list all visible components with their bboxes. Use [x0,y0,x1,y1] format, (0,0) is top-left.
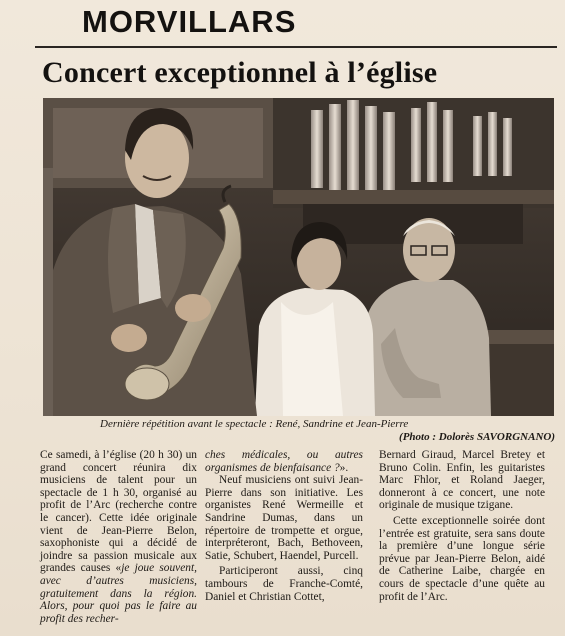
article-column-1 [40,449,197,625]
paragraph [40,449,197,625]
paragraph [205,449,363,474]
quote-end: ». [339,461,349,474]
section-rule [35,46,557,48]
paragraph: Participeront aussi, cinq tambours de Franche-Comté, Daniel et Christian Cottet, [205,565,363,603]
paragraph: Neuf musiciens ont suivi Jean-Pierre dans son initiative. Les organistes René Wermeille et Sandrine Dumas, dans un répertoire de trompette et orgue, interpréteront, Bach, Bethoveen, Satie, Schubert, Haendel, Purcell. [205,474,363,562]
quote-text: ches médicales, ou autres organismes de bienfaisance ? [205,449,363,474]
concert-photo [43,98,554,416]
headline: Concert exceptionnel à l’église [42,56,438,89]
article-column-3 [379,449,545,603]
paragraph: Bernard Giraud, Marcel Bretey et Bruno Colin. Enfin, les guitaristes Marc Fhlor, et Roland Jaeger, donneront à ce concert, une note originale de musique tzigane. [379,449,545,512]
section-title: MORVILLARS [82,4,297,39]
photo-credit: (Photo : Dolorès SAVORGNANO) [399,431,555,443]
photo-caption: Dernière répétition avant le spectacle : René, Sandrine et Jean-Pierre [100,418,409,430]
quote-text: je joue souvent, avec d’autres musiciens, gratuitement dans la région. Alors, pour quoi pas le faire au profit des recher- [40,562,197,625]
article-column-2 [205,449,363,603]
paragraph: Cette exceptionnelle soirée dont l’entrée est gratuite, sera sans doute la première d’une longue série prévue par Jean-Pierre Belon, aidé de Catherine Laibe, chargée en cours de spectacle d’une quête au profit de l’Arc. [379,514,545,603]
paragraph-text: Ce samedi, à l’église (20 h 30) un grand concert réunira dix musiciens de talent pour un spectacle de 1 h 30, organisé au profit de l’Arc (recherche contre le cancer). Cette idée originale vient de Jean-Pierre Belon, saxophoniste qui a décidé de joindre sa passion musicale aux grandes causes « [40,449,197,575]
